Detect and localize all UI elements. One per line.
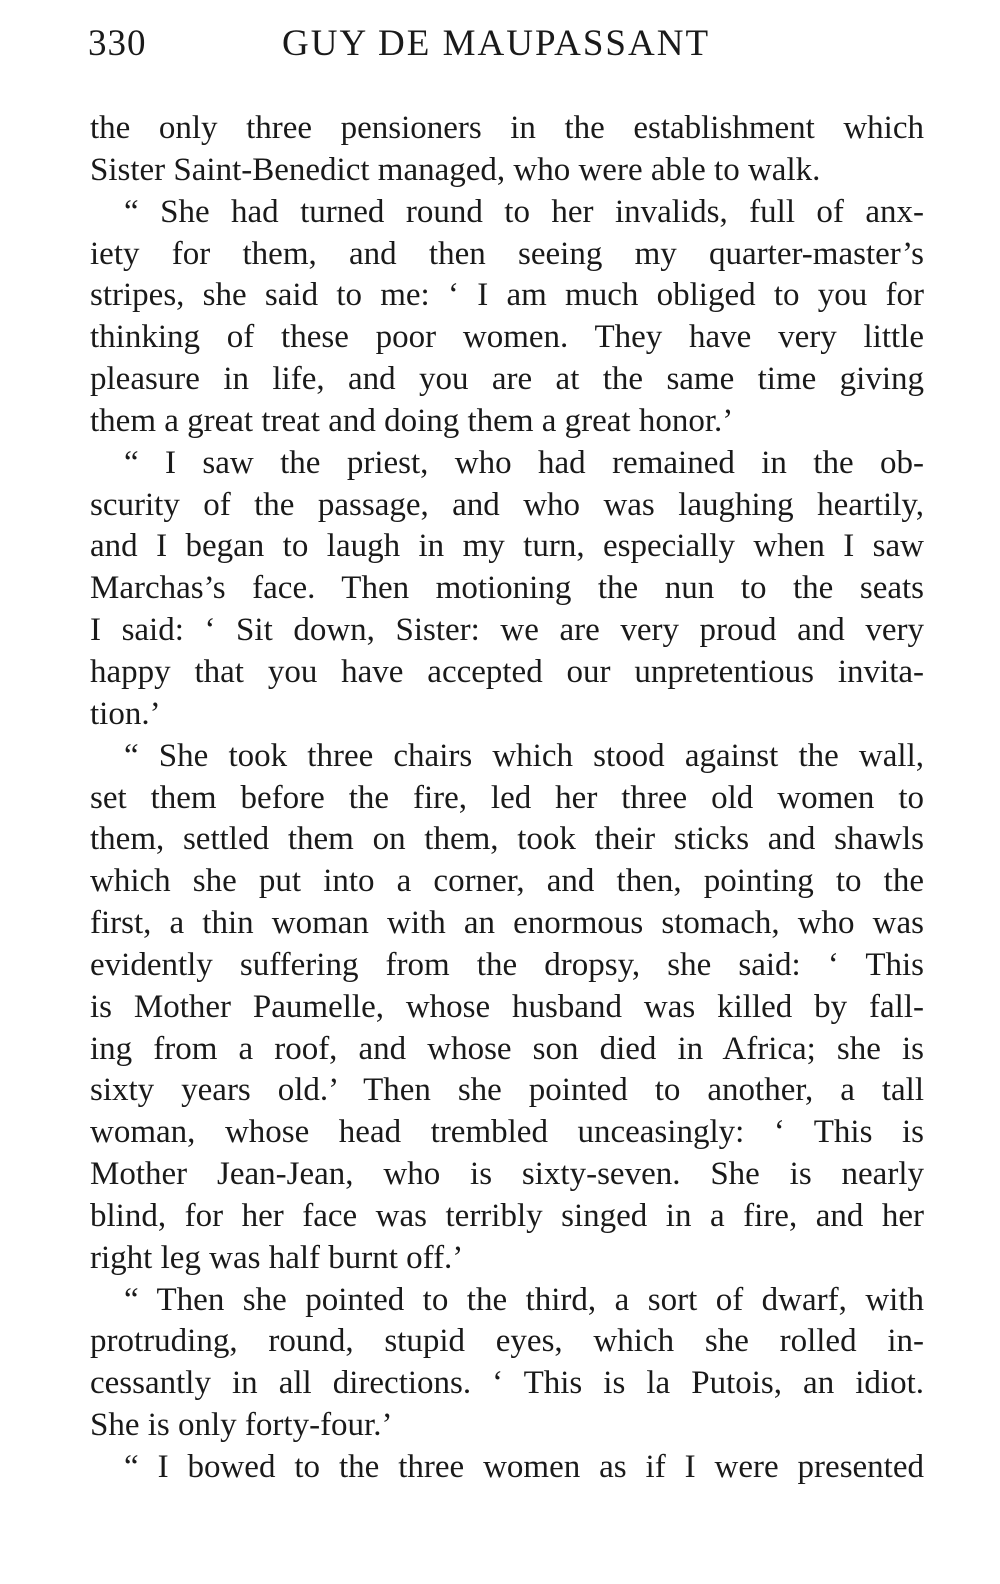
text-line: stripes, she said to me: ‘ I am much obliged to you for	[90, 277, 924, 314]
running-head: GUY DE MAUPASSANT	[282, 23, 711, 64]
text-line: sixty years old.’ Then she pointed to another, a tall	[90, 1072, 924, 1109]
text-line: and I began to laugh in my turn, especially when I saw	[90, 528, 924, 565]
text-line: the only three pensioners in the establishment which	[90, 110, 924, 146]
book-page	[90, 22, 924, 1489]
body-text	[90, 108, 924, 1489]
text-line: “ She had turned round to her invalids, full of anx-	[124, 193, 924, 230]
page-number: 330	[88, 23, 147, 64]
text-line: happy that you have accepted our unpretentious invita-	[90, 653, 924, 690]
text-line: ing from a roof, and whose son died in Africa; she is	[90, 1030, 924, 1067]
text-line: “ I saw the priest, who had remained in the ob-	[124, 444, 924, 481]
text-line: cessantly in all directions. ‘ This is la Putois, an idiot.	[90, 1365, 924, 1402]
text-line: them, settled them on them, took their sticks and shawls	[90, 821, 924, 858]
text-line: iety for them, and then seeing my quarter-master’s	[90, 235, 924, 272]
text-line: evidently suffering from the dropsy, she said: ‘ This	[90, 946, 924, 983]
text-line: woman, whose head trembled unceasingly: ‘ This is	[90, 1114, 924, 1151]
text-line: She is only forty-four.’	[90, 1407, 393, 1444]
text-line: Mother Jean-Jean, who is sixty-seven. She is nearly	[90, 1156, 924, 1193]
text-line: is Mother Paumelle, whose husband was killed by fall-	[90, 988, 924, 1025]
text-line: “ She took three chairs which stood against the wall,	[124, 737, 924, 774]
text-line: them a great treat and doing them a great honor.’	[90, 402, 734, 439]
text-line: tion.’	[90, 695, 161, 732]
text-line: scurity of the passage, and who was laughing heartily,	[90, 486, 924, 523]
text-line: Sister Saint-Benedict managed, who were able to walk.	[90, 151, 821, 188]
text-line: “ Then she pointed to the third, a sort of dwarf, with	[124, 1281, 924, 1318]
text-line: set them before the fire, led her three old women to	[90, 779, 924, 816]
text-line: pleasure in life, and you are at the same time giving	[90, 361, 924, 398]
text-line: Marchas’s face. Then motioning the nun to the seats	[90, 570, 924, 607]
text-line: which she put into a corner, and then, pointing to the	[90, 863, 924, 900]
text-line: thinking of these poor women. They have very little	[90, 319, 924, 356]
page-header	[90, 22, 924, 84]
text-line: protruding, round, stupid eyes, which she rolled in-	[90, 1323, 924, 1360]
text-line: first, a thin woman with an enormous stomach, who was	[90, 905, 924, 942]
text-line: right leg was half burnt off.’	[90, 1239, 464, 1276]
text-line: I said: ‘ Sit down, Sister: we are very proud and very	[90, 612, 924, 649]
text-line: “ I bowed to the three women as if I were presented	[124, 1449, 924, 1485]
text-line: blind, for her face was terribly singed in a fire, and her	[90, 1197, 924, 1234]
